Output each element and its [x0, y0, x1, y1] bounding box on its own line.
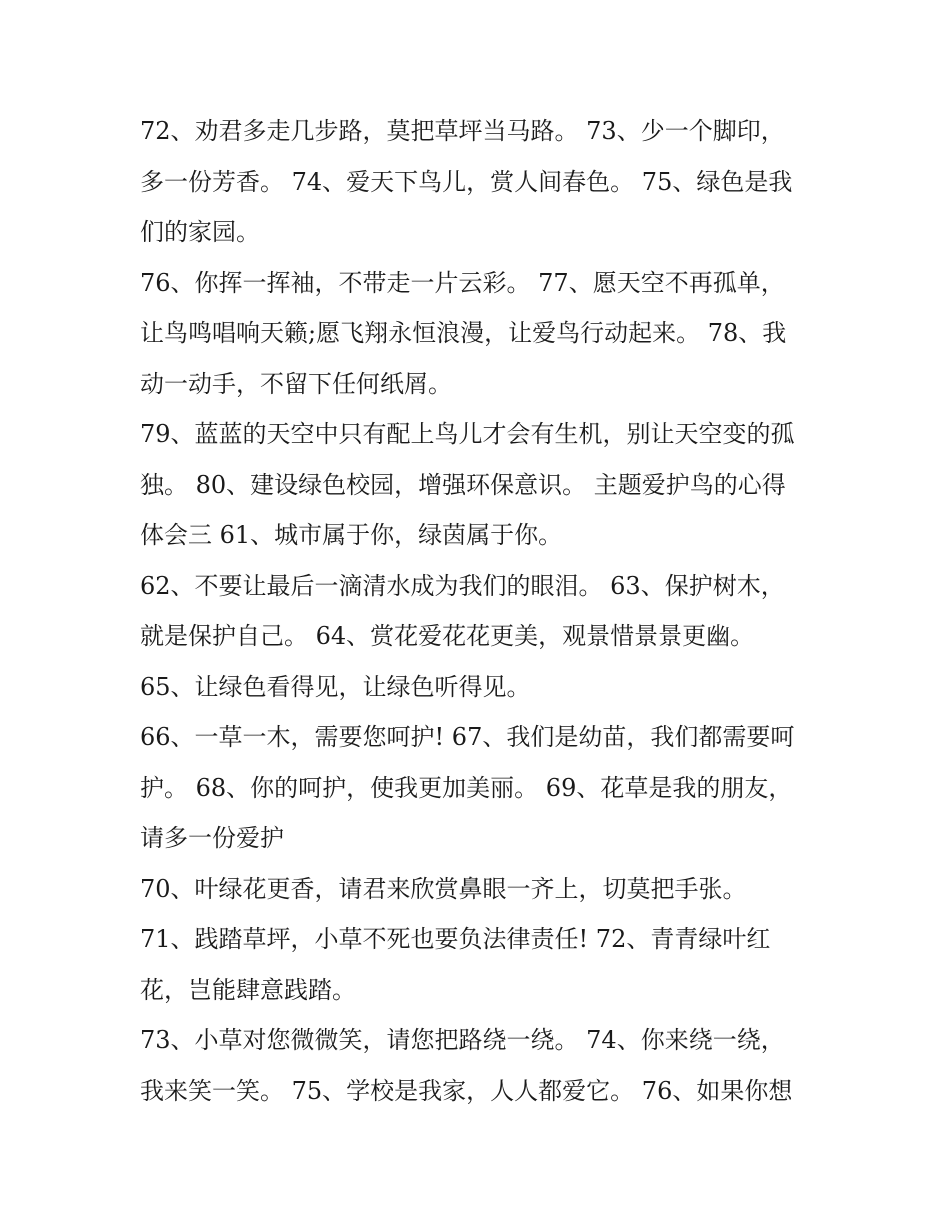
text-line: 请多一份爱护 [140, 824, 284, 852]
text-line: 66、一草一木，需要您呵护! 67、我们是幼苗，我们都需要呵 [140, 723, 795, 751]
paragraph [140, 914, 840, 1015]
text-line: 花，岂能肆意践踏。 [140, 975, 356, 1004]
paragraph [140, 409, 840, 561]
text-line: 71、践踏草坪，小草不死也要负法律责任! 72、青青绿叶红 [140, 925, 771, 953]
text-line: 79、蓝蓝的天空中只有配上鸟儿才会有生机，别让天空变的孤 [140, 420, 795, 448]
text-line: 76、你挥一挥袖，不带走一片云彩。 77、愿天空不再孤单， [140, 268, 785, 297]
paragraph [140, 712, 840, 864]
text-line: 让鸟鸣唱响天籁;愿飞翔永恒浪漫，让爱鸟行动起来。 78、我 [140, 319, 787, 347]
text-line: 体会三 61、城市属于你，绿茵属于你。 [140, 521, 563, 549]
paragraph [140, 864, 840, 915]
paragraph [140, 106, 840, 258]
text-line: 独。 80、建设绿色校园，增强环保意识。 主题爱护鸟的心得 [140, 470, 786, 499]
text-line: 们的家园。 [140, 218, 260, 246]
paragraph [140, 662, 840, 713]
paragraph [140, 1015, 840, 1116]
text-line: 65、让绿色看得见，让绿色听得见。 [140, 672, 531, 701]
paragraph [140, 258, 840, 410]
text-line: 多一份芳香。 74、爱天下鸟儿，赏人间春色。 75、绿色是我 [140, 167, 793, 196]
text-line: 62、不要让最后一滴清水成为我们的眼泪。 63、保护树木， [140, 571, 785, 600]
text-line: 就是保护自己。 64、赏花爱花花更美，观景惜景景更幽。 [140, 622, 755, 650]
text-line: 73、小草对您微微笑，请您把路绕一绕。 74、你来绕一绕， [140, 1026, 785, 1054]
text-line: 72、劝君多走几步路，莫把草坪当马路。 73、少一个脚印， [140, 117, 785, 145]
text-line: 我来笑一笑。 75、学校是我家，人人都爱它。 76、如果你想 [140, 1076, 793, 1105]
text-line: 70、叶绿花更香，请君来欣赏鼻眼一齐上，切莫把手张。 [140, 874, 747, 903]
document-body [140, 106, 840, 1116]
paragraph [140, 561, 840, 662]
text-line: 动一动手，不留下任何纸屑。 [140, 369, 452, 398]
text-line: 护。 68、你的呵护，使我更加美丽。 69、花草是我的朋友， [140, 773, 793, 802]
